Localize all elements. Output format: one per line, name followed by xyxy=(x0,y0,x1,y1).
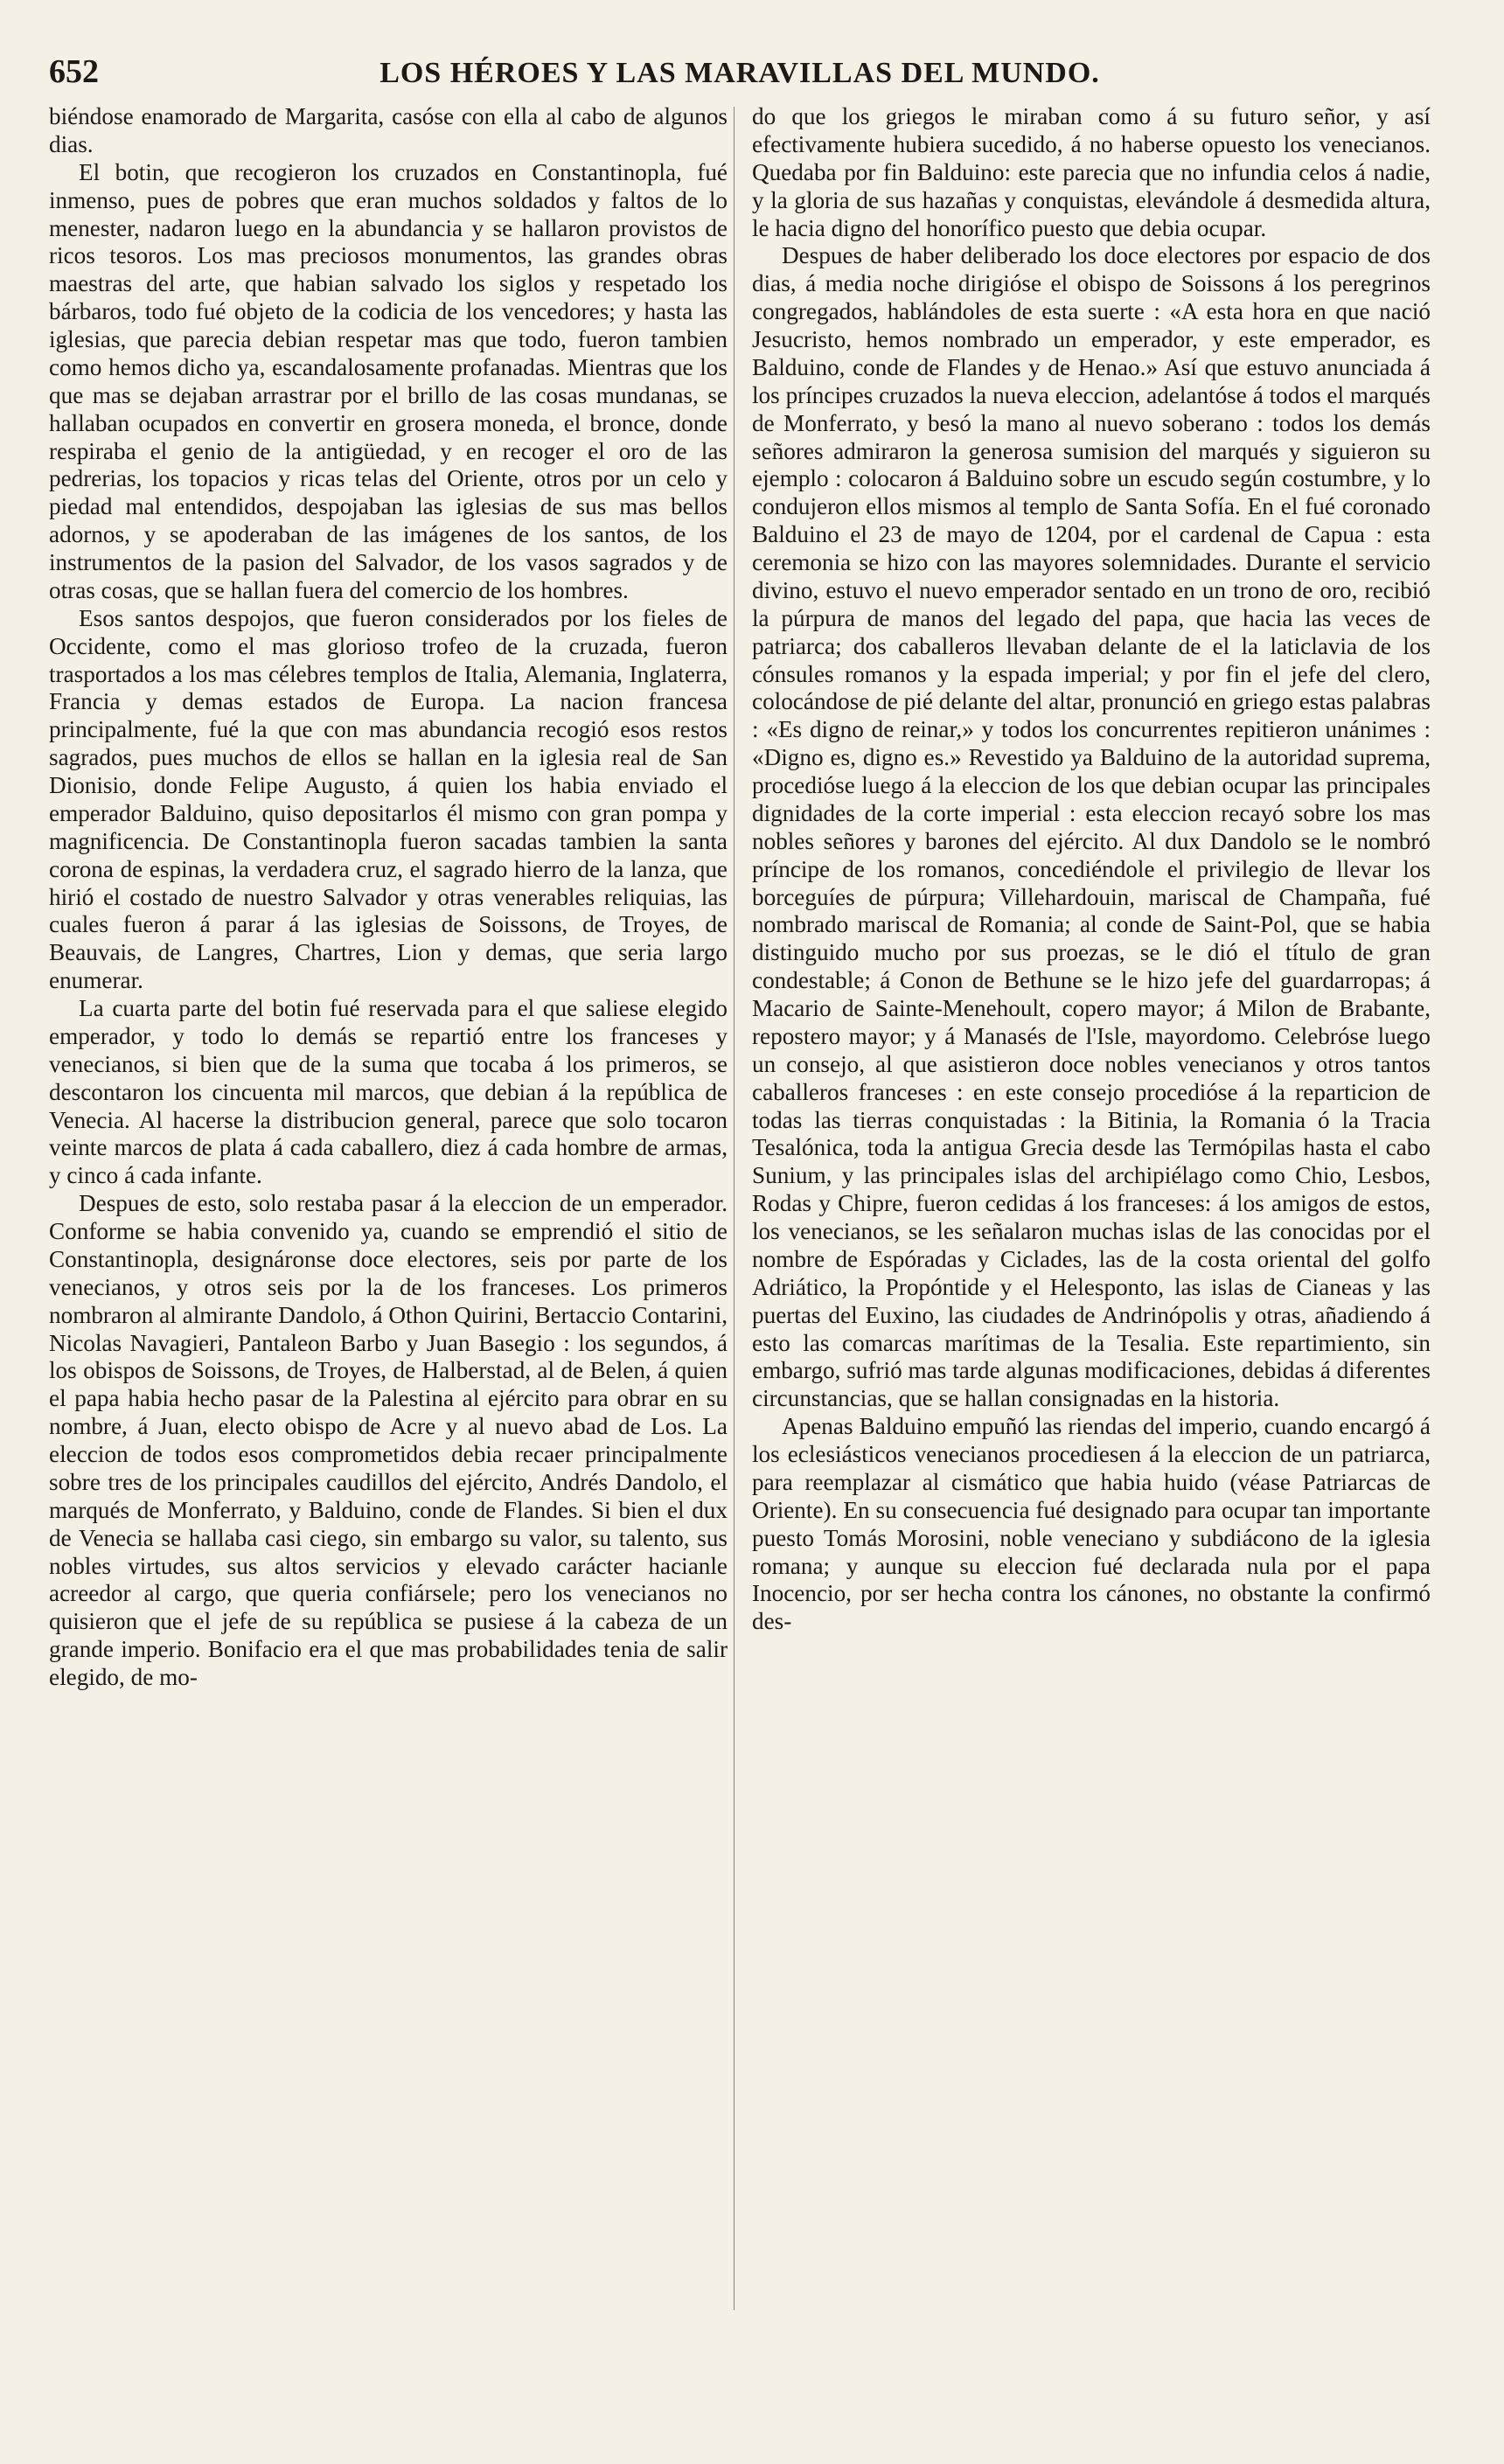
right-column xyxy=(752,103,1431,1636)
page-header xyxy=(49,52,1431,96)
paragraph: Despues de esto, solo restaba pasar á la eleccion de un emperador. Conforme se habia convenido ya, cuando se emprendió el sitio de Constantinopla, designáronse doce electores, seis por parte de los venecianos, y otros seis por la de los franceses. Los primeros nombraron al almirante Dandolo, á Othon Quirini, Bertaccio Contarini, Nicolas Navagieri, Pantaleon Barbo y Juan Basegio : los segundos, á los obispos de Soissons, de Troyes, de Halberstad, al de Belen, á quien el papa habia hecho pasar de la Palestina al ejército para obrar en su nombre, á Juan, electo obispo de Acre y al nuevo abad de Los. La eleccion de todos esos comprometidos debia recaer principalmente sobre tres de los principales caudillos del ejército, Andrés Dandolo, el marqués de Monferrato, y Balduino, conde de Flandes. Si bien el dux de Venecia se hallaba casi ciego, sin embargo su valor, su talento, sus nobles virtudes, sus altos servicios y elevado carácter hacianle acreedor al cargo, que queria confiársele; pero los venecianos no quisieron que el jefe de su república se pusiese á la cabeza de un grande imperio. Bonifacio era el que mas probabilidades tenia de salir elegido, de mo- xyxy=(49,1190,728,1690)
paragraph: El botin, que recogieron los cruzados en Constantinopla, fué inmenso, pues de pobres que eran muchos soldados y faltos de lo menester, nadaron luego en la abundancia y se hallaron provistos de ricos tesoros. Los mas preciosos monumentos, las grandes obras maestras del arte, que habian salvado los siglos y respetado los bárbaros, todo fué objeto de la codicia de los vencedores; y hasta las iglesias, que parecia debian respetar mas que todo, fueron tambien como hemos dicho ya, escandalosamente profanadas. Mientras que los que mas se dejaban arrastrar por el brillo de las cosas mundanas, se hallaban ocupados en convertir en grosera moneda, el bronce, donde respiraba el genio de la antigüedad, y en recoger el oro de las pedrerias, los topacios y ricas telas del Oriente, otros por un celo y piedad mal entendidos, despojaban las iglesias de sus mas bellos adornos, y se apoderaban de las imágenes de los santos, de los instrumentos de la pasion del Salvador, de los vasos sagrados y de otras cosas, que se hallan fuera del comercio de los hombres. xyxy=(49,158,728,603)
paragraph: La cuarta parte del botin fué reservada para el que saliese elegido emperador, y todo lo demás se repartió entre los franceses y venecianos, si bien que de la suma que tocaba á los primeros, se descontaron los cincuenta mil marcos, que debian á la república de Venecia. Al hacerse la distribucion general, parece que solo tocaron veinte marcos de plata á cada caballero, diez á cada hombre de armas, y cinco á cada infante. xyxy=(49,995,728,1189)
paragraph: Apenas Balduino empuñó las riendas del imperio, cuando encargó á los eclesiásticos venecianos procediesen á la eleccion de un patriarca, para reemplazar al cismático que habia huido (véase Patriarcas de Oriente). En su consecuencia fué designado para ocupar tan importante puesto Tomás Morosini, noble veneciano y subdiácono de la iglesia romana; y aunque su eleccion fué declarada nula por el papa Inocencio, por ser hecha contra los cánones, no obstante la confirmó des- xyxy=(752,1413,1431,1635)
column-divider xyxy=(734,107,735,2310)
paragraph: Esos santos despojos, que fueron considerados por los fieles de Occidente, como el mas glorioso trofeo de la cruzada, fueron trasportados a los mas célebres templos de Italia, Alemania, Inglaterra, Francia y demas estados de Europa. La nacion francesa principalmente, fué la que con mas abundancia recogió esos restos sagrados, pues muchos de ellos se hallan en la iglesia real de San Dionisio, donde Felipe Augusto, á quien los habia enviado el emperador Balduino, quiso depositarlos él mismo con gran pompa y magnificencia. De Constantinopla fueron sacadas tambien la santa corona de espinas, la verdadera cruz, el sagrado hierro de la lanza, que hirió el costado de nuestro Salvador y otras venerables reliquias, las cuales fueron á parar á las iglesias de Soissons, de Troyes, de Beauvais, de Langres, Chartres, Lion y demas, que seria largo enumerar. xyxy=(49,604,728,994)
paragraph: do que los griegos le miraban como á su futuro señor, y así efectivamente hubiera sucedido, á no haberse opuesto los venecianos. Quedaba por fin Balduino: este parecia que no infundia celos á nadie, y la gloria de sus hazañas y conquistas, elevándole á desmedida altura, le hacia digno del honorífico puesto que debia ocupar. xyxy=(752,103,1431,241)
paragraph: biéndose enamorado de Margarita, casóse con ella al cabo de algunos dias. xyxy=(49,103,728,157)
running-title: LOS HÉROES Y LAS MARAVILLAS DEL MUNDO. xyxy=(379,57,1100,89)
page-number: 652 xyxy=(49,53,99,90)
left-column xyxy=(49,103,728,1692)
paragraph: Despues de haber deliberado los doce electores por espacio de dos dias, á media noche dirigióse el obispo de Soissons á los peregrinos congregados, hablándoles de esta suerte : «A esta hora en que nació Jesucristo, hemos nombrado un emperador, y este emperador, es Balduino, conde de Flandes y de Henao.» Así que estuvo anunciada á los príncipes cruzados la nueva eleccion, adelantóse á todos el marqués de Monferrato, y besó la mano al nuevo soberano : todos los demás señores admiraron la generosa sumision del marqués y siguieron su ejemplo : colocaron á Balduino sobre un escudo según costumbre, y lo condujeron ellos mismos al templo de Santa Sofía. En el fué coronado Balduino el 23 de mayo de 1204, por el cardenal de Capua : esta ceremonia se hizo con las mayores solemnidades. Durante el servicio divino, estuvo el nuevo emperador sentado en un trono de oro, recibió la púrpura de manos del legado del papa, que hacia las veces de patriarca; dos caballeros llevaban delante de el la laticlavia de los cónsules romanos y la espada imperial; y por fin el jefe del clero, colocándose de pié delante del altar, pronunció en griego estas palabras : «Es digno de reinar,» y todos los concurrentes repitieron unánimes : «Digno es, digno es.» Revestido ya Balduino de la autoridad suprema, procedióse luego á la eleccion de los que debian ocupar las principales dignidades de la corte imperial : esta eleccion recayó sobre los mas nobles señores y barones del ejército. Al dux Dandolo se le nombró príncipe de los romanos, concediéndole el privilegio de llevar los borceguíes de púrpura; Villehardouin, mariscal de Champaña, fué nombrado mariscal de Romania; al conde de Saint-Pol, que se habia distinguido mucho por sus proezas, se le dió el título de gran condestable; á Conon de Bethune se le hizo jefe del guardarropas; á Macario de Sainte-Menehoult, copero mayor; á Milon de Brabante, repostero mayor; y á Manasés de l'Isle, mayordomo. Celebróse luego un consejo, al que asistieron doce nobles venecianos y otros tantos caballeros franceses : en este consejo procedióse á la reparticion de todas las tierras conquistadas : la Bitinia, la Romania ó la Tracia Tesalónica, toda la antigua Grecia desde las Termópilas hasta el cabo Sunium, y las principales islas del archipiélago como Chio, Lesbos, Rodas y Chipre, fueron cedidas á los franceses: á los amigos de estos, los venecianos, se les señalaron muchas islas de las conocidas por el nombre de Espóradas y Ciclades, las de la costa oriental del golfo Adriático, la Propóntide y el Helesponto, las islas de Cianeas y las puertas del Euxino, las ciudades de Andrinópolis y otras, añadiendo á esto las comarcas marítimas de la Tesalia. Este repartimiento, sin embargo, sufrió mas tarde algunas modificaciones, debidas á diferentes circunstancias, que se hallan consignadas en la historia. xyxy=(752,242,1431,1412)
